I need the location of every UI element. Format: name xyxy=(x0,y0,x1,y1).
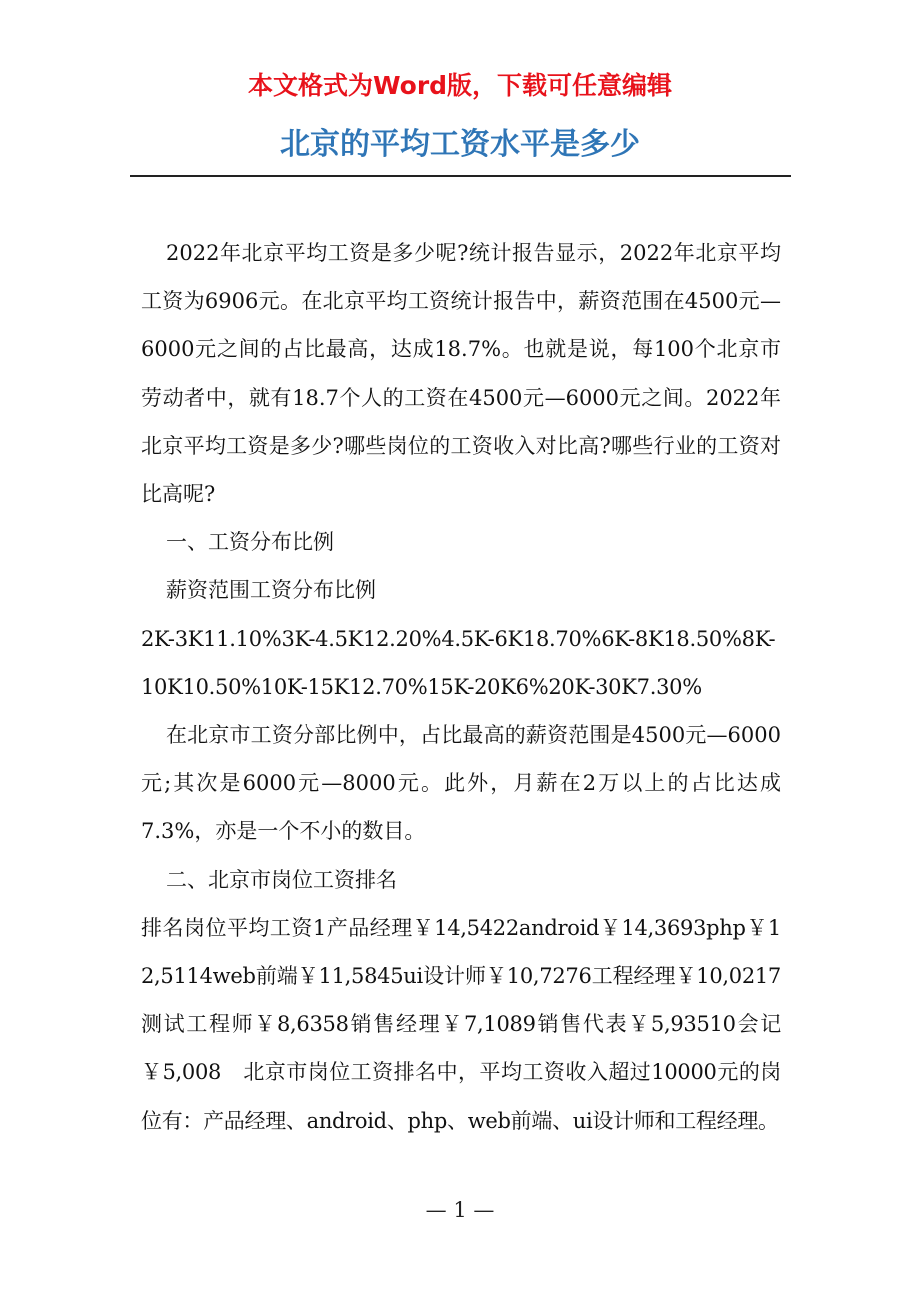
document-body xyxy=(141,229,781,1145)
distribution-summary-paragraph: 在北京市工资分部比例中，占比最高的薪资范围是4500元—6000元;其次是6000元—8000元。此外，月薪在2万以上的占比达成7.3%，亦是一个不小的数目。 xyxy=(141,723,781,844)
section-heading-ranking: 二、北京市岗位工资排名 xyxy=(166,867,397,892)
document-title: 北京的平均工资水平是多少 xyxy=(280,127,640,162)
page-number: — 1 — xyxy=(425,1198,495,1222)
title-underline xyxy=(130,175,791,177)
section-heading-distribution: 一、工资分布比例 xyxy=(166,530,334,555)
format-banner: 本文格式为Word版，下载可任意编辑 xyxy=(247,71,673,100)
distribution-data: 2K-3K11.10%3K-4.5K12.20%4.5K-6K18.70%6K-8K18.50%8K-10K10.50%10K-15K12.70%15K-20K6%20K-30K7.30% xyxy=(141,626,776,699)
ranking-data-paragraph: 排名岗位平均工资1产品经理￥14,5422android￥14,3693php￥12,5114web前端￥11,5845ui设计师￥10,7276工程经理￥10,0217测试工程师￥8,6358销售经理￥7,1089销售代表￥5,93510会记￥5,008 北京市岗位工资排名中，平均工资收入超过10000元的岗位有：产品经理、android、php、web前端、ui设计师和工程经理。 xyxy=(141,915,781,1133)
distribution-table-header: 薪资范围工资分布比例 xyxy=(166,578,376,603)
intro-paragraph: 2022年北京平均工资是多少呢?统计报告显示，2022年北京平均工资为6906元。在北京平均工资统计报告中，薪资范围在4500元—6000元之间的占比最高，达成18.7%。也就是说，每100个北京市劳动者中，就有18.7个人的工资在4500元—6000元之间。2022年北京平均工资是多少?哪些岗位的工资收入对比高?哪些行业的工资对比高呢? xyxy=(141,241,781,507)
